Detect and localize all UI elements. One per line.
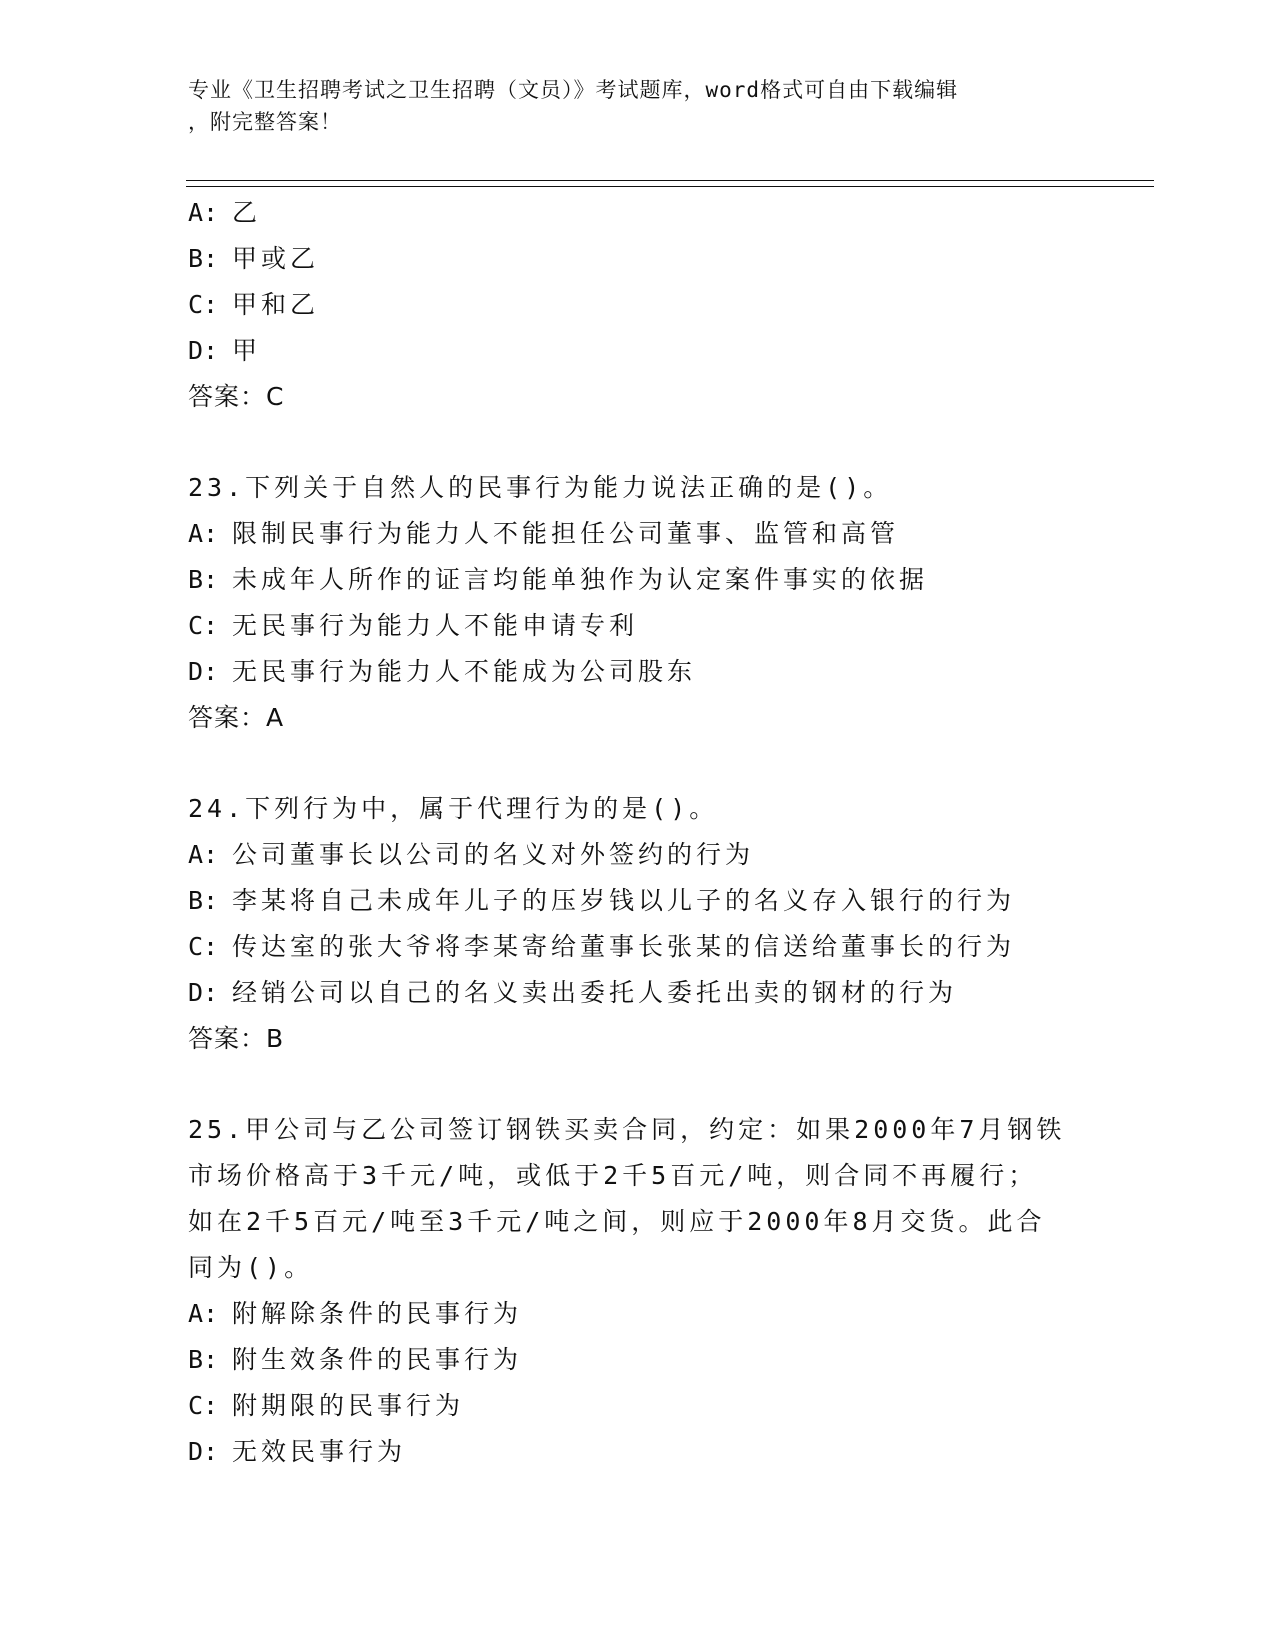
option-b: B: 附生效条件的民事行为 [188,1345,523,1374]
option-a: A: 附解除条件的民事行为 [188,1299,523,1328]
question-list [188,190,1118,1475]
question-text-line-4: 同为()。 [188,1253,314,1282]
page-header [188,74,1088,138]
option-a: A: 公司董事长以公司的名义对外签约的行为 [188,840,755,869]
question-24 [188,786,1118,1062]
option-b: B: 未成年人所作的证言均能单独作为认定案件事实的依据 [188,565,929,594]
option-b: B: 甲或乙 [188,244,320,273]
option-d: D: 经销公司以自己的名义卖出委托人委托出卖的钢材的行为 [188,978,958,1007]
question-text-line-3: 如在2千5百元/吨至3千元/吨之间，则应于2000年8月交货。此合 [188,1207,1046,1236]
question-25 [188,1107,1118,1475]
option-c: C: 甲和乙 [188,290,320,319]
question-23 [188,465,1118,741]
option-d: D: 无民事行为能力人不能成为公司股东 [188,657,697,686]
header-line-1: 专业《卫生招聘考试之卫生招聘（文员）》考试题库，word格式可自由下载编辑 [188,78,959,102]
answer: 答案：A [188,703,285,732]
option-d: D: 甲 [188,336,262,365]
header-line-2: ，附完整答案！ [188,110,342,134]
option-b: B: 李某将自己未成年儿子的压岁钱以儿子的名义存入银行的行为 [188,886,1016,915]
header-divider-bottom [186,186,1154,187]
question-text-line-2: 市场价格高于3千元/吨，或低于2千5百元/吨，则合同不再履行； [188,1161,1038,1190]
option-a: A: 限制民事行为能力人不能担任公司董事、监管和高管 [188,519,900,548]
option-c: C: 附期限的民事行为 [188,1391,465,1420]
header-divider-top [186,180,1154,181]
question-22-continued [188,190,1118,420]
option-c: C: 无民事行为能力人不能申请专利 [188,611,639,640]
answer: 答案：C [188,382,285,411]
question-text-line-1: 25.甲公司与乙公司签订钢铁买卖合同，约定：如果2000年7月钢铁 [188,1115,1066,1144]
option-d: D: 无效民事行为 [188,1437,407,1466]
option-c: C: 传达室的张大爷将李某寄给董事长张某的信送给董事长的行为 [188,932,1016,961]
question-text: 23.下列关于自然人的民事行为能力说法正确的是()。 [188,473,893,502]
option-a: A: 乙 [188,198,262,227]
question-text: 24.下列行为中，属于代理行为的是()。 [188,794,719,823]
answer: 答案：B [188,1024,285,1053]
